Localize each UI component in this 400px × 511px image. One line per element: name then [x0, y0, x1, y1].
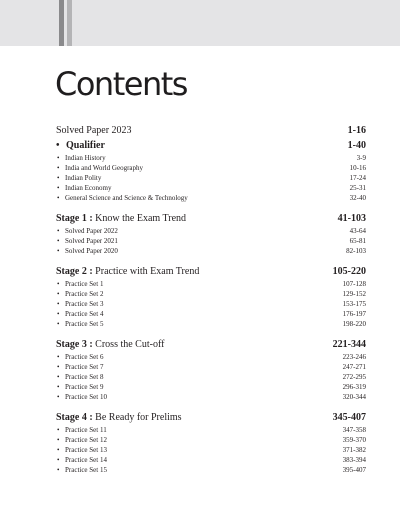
toc-stage-title: Cross the Cut-off: [95, 339, 165, 350]
toc-entry-page-range: 1-16: [347, 125, 366, 136]
toc-item-label: • Practice Set 6: [56, 352, 104, 362]
toc-stage-label: [56, 411, 182, 425]
toc-item[interactable]: [56, 425, 366, 435]
section-spacer: [56, 402, 366, 411]
toc-item-page-range: 32-40: [349, 194, 366, 202]
toc-item-label: • Practice Set 9: [56, 382, 104, 392]
toc-stage-page-range: 105-220: [332, 266, 366, 277]
toc-stage-prefix: Stage 2 :: [56, 266, 93, 277]
toc-item[interactable]: [56, 236, 366, 246]
toc-item-page-range: 82-103: [346, 247, 366, 255]
toc-stage-title: Know the Exam Trend: [95, 213, 187, 224]
toc-section-page-range: 1-40: [347, 140, 366, 151]
toc-item-label: • Practice Set 14: [56, 455, 107, 465]
toc-item-page-range: 153-175: [342, 300, 366, 308]
toc-item-page-range: 320-344: [342, 393, 366, 401]
toc-stage-page-range: 221-344: [332, 339, 366, 350]
toc-item[interactable]: [56, 226, 366, 236]
toc-entry-label: Solved Paper 2023: [56, 125, 132, 136]
toc-item-page-range: 247-271: [342, 363, 366, 371]
toc-item-label: • India and World Geography: [56, 163, 143, 173]
header-accent-bar: [67, 0, 72, 46]
toc-item-page-range: 3-9: [356, 154, 366, 162]
toc-item[interactable]: [56, 309, 366, 319]
toc-item-label: • Practice Set 5: [56, 319, 104, 329]
toc-item-page-range: 65-81: [349, 237, 366, 245]
toc-item[interactable]: [56, 372, 366, 382]
toc-item[interactable]: [56, 153, 366, 163]
toc-item-page-range: 10-16: [349, 164, 366, 172]
toc-stage-label: [56, 212, 186, 226]
toc-item[interactable]: [56, 299, 366, 309]
toc-stage-page-range: 345-407: [332, 412, 366, 423]
toc-item-label: • Indian Economy: [56, 183, 111, 193]
toc-stage-heading[interactable]: [56, 338, 366, 352]
toc-stage-heading[interactable]: [56, 265, 366, 279]
header-accent-bar: [59, 0, 64, 46]
toc-item-page-range: 223-246: [342, 353, 366, 361]
toc-item-page-range: 395-407: [342, 466, 366, 474]
toc-item-label: • Practice Set 15: [56, 465, 107, 475]
toc-stage-prefix: Stage 1 :: [56, 213, 93, 224]
toc-stage-prefix: Stage 3 :: [56, 339, 93, 350]
toc-item[interactable]: [56, 362, 366, 372]
toc-item[interactable]: [56, 173, 366, 183]
toc-stage-label: [56, 265, 199, 279]
toc-item[interactable]: [56, 183, 366, 193]
toc-stage-label: [56, 338, 164, 352]
toc-stage-prefix: Stage 4 :: [56, 412, 93, 423]
toc-item-label: • Practice Set 13: [56, 445, 107, 455]
table-of-contents: [56, 124, 366, 475]
toc-item-label: • Practice Set 12: [56, 435, 107, 445]
toc-item[interactable]: [56, 445, 366, 455]
section-spacer: [56, 329, 366, 338]
toc-item[interactable]: [56, 392, 366, 402]
section-spacer: [56, 203, 366, 212]
toc-item-page-range: 43-64: [349, 227, 366, 235]
toc-item[interactable]: [56, 279, 366, 289]
toc-item-label: • Indian Polity: [56, 173, 101, 183]
section-spacer: [56, 256, 366, 265]
toc-stage-heading[interactable]: [56, 411, 366, 425]
toc-item[interactable]: [56, 163, 366, 173]
toc-item-label: • Solved Paper 2021: [56, 236, 118, 246]
toc-item-page-range: 347-358: [342, 426, 366, 434]
toc-entry-solved-paper-2023[interactable]: [56, 124, 366, 138]
toc-item-label: • General Science and Science & Technology: [56, 193, 188, 203]
toc-item-page-range: 17-24: [349, 174, 366, 182]
toc-item-page-range: 198-220: [342, 320, 366, 328]
toc-stage-page-range: 41-103: [337, 213, 366, 224]
toc-item-label: • Practice Set 3: [56, 299, 104, 309]
toc-item[interactable]: [56, 319, 366, 329]
toc-item-page-range: 272-295: [342, 373, 366, 381]
toc-item[interactable]: [56, 193, 366, 203]
toc-item-page-range: 383-394: [342, 456, 366, 464]
toc-stage-title: Be Ready for Prelims: [95, 412, 182, 423]
toc-item-page-range: 25-31: [349, 184, 366, 192]
toc-item[interactable]: [56, 382, 366, 392]
toc-stage-heading[interactable]: [56, 212, 366, 226]
toc-item-label: • Practice Set 2: [56, 289, 104, 299]
toc-item[interactable]: [56, 246, 366, 256]
toc-item[interactable]: [56, 465, 366, 475]
toc-item-page-range: 129-152: [342, 290, 366, 298]
toc-item-label: • Practice Set 10: [56, 392, 107, 402]
toc-item[interactable]: [56, 352, 366, 362]
toc-item[interactable]: [56, 289, 366, 299]
toc-item-label: • Solved Paper 2022: [56, 226, 118, 236]
toc-item-label: • Practice Set 11: [56, 425, 107, 435]
toc-item-page-range: 176-197: [342, 310, 366, 318]
page-title: Contents: [55, 65, 187, 103]
toc-section-label: • Qualifier: [56, 139, 105, 153]
toc-item-label: • Practice Set 4: [56, 309, 104, 319]
toc-item-label: • Indian History: [56, 153, 106, 163]
toc-stage-title: Practice with Exam Trend: [95, 266, 200, 277]
toc-item-label: • Solved Paper 2020: [56, 246, 118, 256]
toc-item-page-range: 296-319: [342, 383, 366, 391]
toc-item-page-range: 107-128: [342, 280, 366, 288]
toc-item[interactable]: [56, 455, 366, 465]
toc-item[interactable]: [56, 435, 366, 445]
toc-item-page-range: 359-370: [342, 436, 366, 444]
stage-list: [56, 203, 366, 475]
toc-section-qualifier[interactable]: [56, 139, 366, 153]
toc-item-label: • Practice Set 1: [56, 279, 104, 289]
toc-item-label: • Practice Set 8: [56, 372, 104, 382]
qualifier-item-list: [56, 153, 366, 203]
toc-item-page-range: 371-382: [342, 446, 366, 454]
toc-item-label: • Practice Set 7: [56, 362, 104, 372]
